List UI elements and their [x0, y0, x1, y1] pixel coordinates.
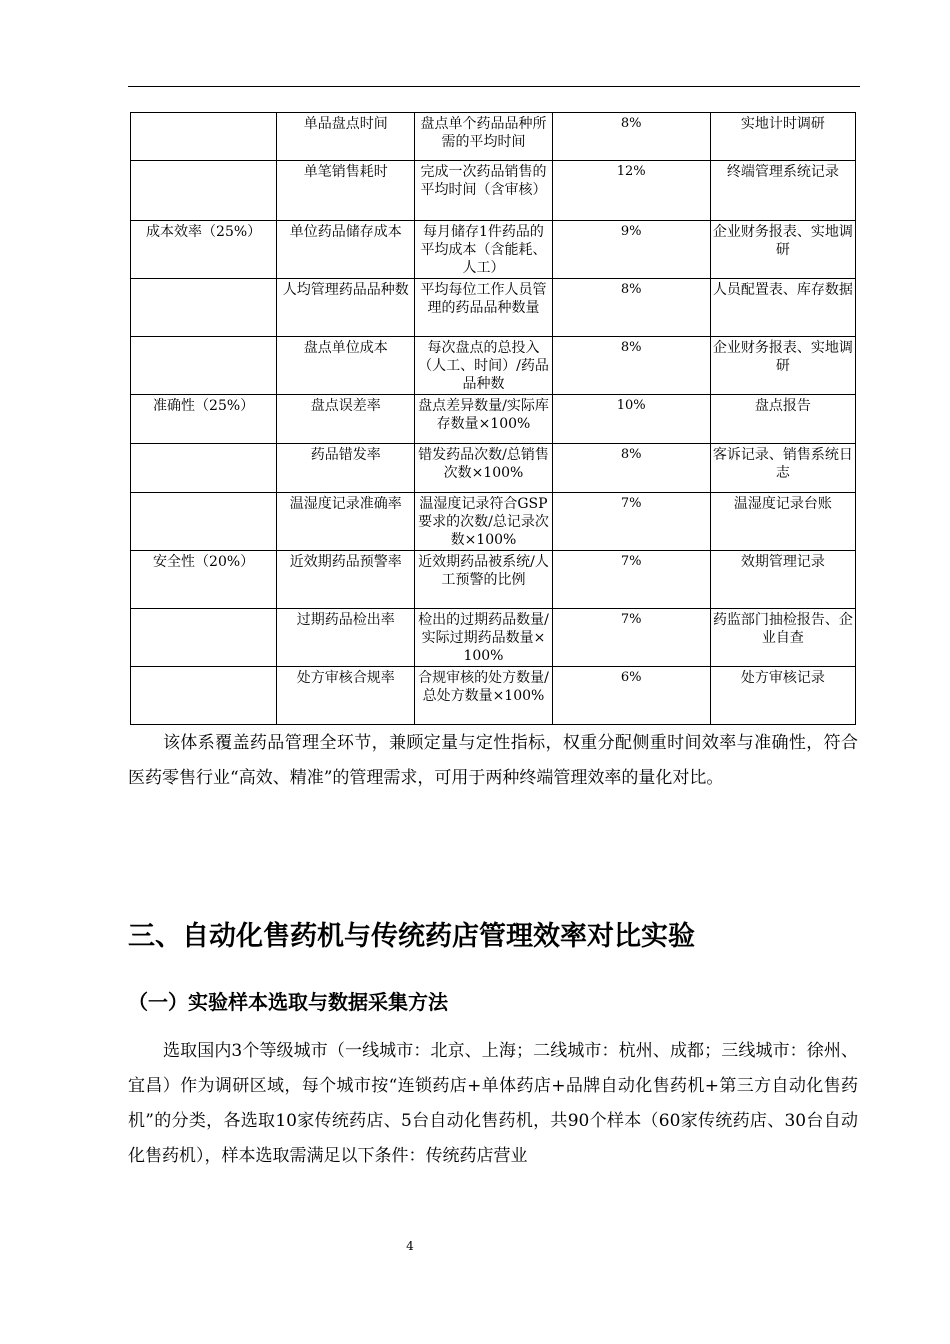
- source-cell: 药监部门抽检报告、企业自查: [710, 609, 855, 667]
- weight-cell: 7%: [552, 493, 710, 551]
- table-row: [131, 161, 856, 221]
- weight-cell: 12%: [552, 161, 710, 221]
- category-cell: 准确性（25%）: [131, 395, 277, 444]
- definition-cell: 温湿度记录符合GSP要求的次数/总记录次数×100%: [415, 493, 552, 551]
- table-row: [131, 493, 856, 551]
- category-cell: [131, 667, 277, 725]
- source-cell: 企业财务报表、实地调研: [710, 337, 855, 395]
- source-cell: 温湿度记录台账: [710, 493, 855, 551]
- metric-cell: 近效期药品预警率: [277, 551, 415, 609]
- definition-cell: 盘点差异数量/实际库存数量×100%: [415, 395, 552, 444]
- table-row: [131, 667, 856, 725]
- source-cell: 客诉记录、销售系统日志: [710, 444, 855, 493]
- category-cell: [131, 337, 277, 395]
- category-cell: [131, 113, 277, 161]
- weight-cell: 7%: [552, 609, 710, 667]
- weight-cell: 8%: [552, 337, 710, 395]
- metric-cell: 单笔销售耗时: [277, 161, 415, 221]
- table-row: [131, 113, 856, 161]
- category-cell: [131, 161, 277, 221]
- metric-cell: 单位药品储存成本: [277, 221, 415, 279]
- source-cell: 企业财务报表、实地调研: [710, 221, 855, 279]
- weight-cell: 8%: [552, 444, 710, 493]
- category-cell: [131, 444, 277, 493]
- metrics-table-body: [131, 113, 856, 725]
- definition-cell: 检出的过期药品数量/实际过期药品数量×100%: [415, 609, 552, 667]
- source-cell: 效期管理记录: [710, 551, 855, 609]
- definition-cell: 每次盘点的总投入（人工、时间）/药品品种数: [415, 337, 552, 395]
- source-cell: 处方审核记录: [710, 667, 855, 725]
- definition-cell: 每月储存1件药品的平均成本（含能耗、人工）: [415, 221, 552, 279]
- metric-cell: 温湿度记录准确率: [277, 493, 415, 551]
- weight-cell: 7%: [552, 551, 710, 609]
- weight-cell: 8%: [552, 279, 710, 337]
- definition-cell: 完成一次药品销售的平均时间（含审核）: [415, 161, 552, 221]
- source-cell: 盘点报告: [710, 395, 855, 444]
- source-cell: 终端管理系统记录: [710, 161, 855, 221]
- metric-cell: 单品盘点时间: [277, 113, 415, 161]
- metrics-table: [130, 112, 856, 725]
- definition-cell: 错发药品次数/总销售次数×100%: [415, 444, 552, 493]
- metric-cell: 人均管理药品品种数: [277, 279, 415, 337]
- category-cell: [131, 279, 277, 337]
- weight-cell: 6%: [552, 667, 710, 725]
- definition-cell: 合规审核的处方数量/总处方数量×100%: [415, 667, 552, 725]
- table-row: [131, 221, 856, 279]
- table-row: [131, 444, 856, 493]
- metric-cell: 药品错发率: [277, 444, 415, 493]
- metric-cell: 过期药品检出率: [277, 609, 415, 667]
- category-cell: [131, 609, 277, 667]
- table-row: [131, 395, 856, 444]
- table-row: [131, 609, 856, 667]
- weight-cell: 9%: [552, 221, 710, 279]
- metric-cell: 盘点误差率: [277, 395, 415, 444]
- paragraph-sample-selection: 选取国内3个等级城市（一线城市：北京、上海；二线城市：杭州、成都；三线城市：徐州、宜昌）作为调研区域，每个城市按“连锁药店+单体药店+品牌自动化售药机+第三方自动化售药机”的分类，各选取10家传统药店、5台自动化售药机，共90个样本（60家传统药店、30台自动化售药机），样本选取需满足以下条件：传统药店营业: [128, 1041, 858, 1166]
- subsection-heading: （一）实验样本选取与数据采集方法: [128, 990, 448, 1014]
- page-number: 4: [406, 1239, 414, 1253]
- source-cell: 人员配置表、库存数据: [710, 279, 855, 337]
- metric-cell: 盘点单位成本: [277, 337, 415, 395]
- metric-cell: 处方审核合规率: [277, 667, 415, 725]
- paragraph-summary: 该体系覆盖药品管理全环节，兼顾定量与定性指标，权重分配侧重时间效率与准确性，符合医药零售行业“高效、精准”的管理需求，可用于两种终端管理效率的量化对比。: [128, 733, 858, 788]
- section-heading: 三、自动化售药机与传统药店管理效率对比实验: [128, 921, 695, 952]
- table-row: [131, 337, 856, 395]
- source-cell: 实地计时调研: [710, 113, 855, 161]
- weight-cell: 8%: [552, 113, 710, 161]
- weight-cell: 10%: [552, 395, 710, 444]
- definition-cell: 盘点单个药品品种所需的平均时间: [415, 113, 552, 161]
- header-rule: [128, 86, 860, 87]
- category-cell: 安全性（20%）: [131, 551, 277, 609]
- table-row: [131, 551, 856, 609]
- definition-cell: 平均每位工作人员管理的药品品种数量: [415, 279, 552, 337]
- category-cell: 成本效率（25%）: [131, 221, 277, 279]
- table-row: [131, 279, 856, 337]
- category-cell: [131, 493, 277, 551]
- definition-cell: 近效期药品被系统/人工预警的比例: [415, 551, 552, 609]
